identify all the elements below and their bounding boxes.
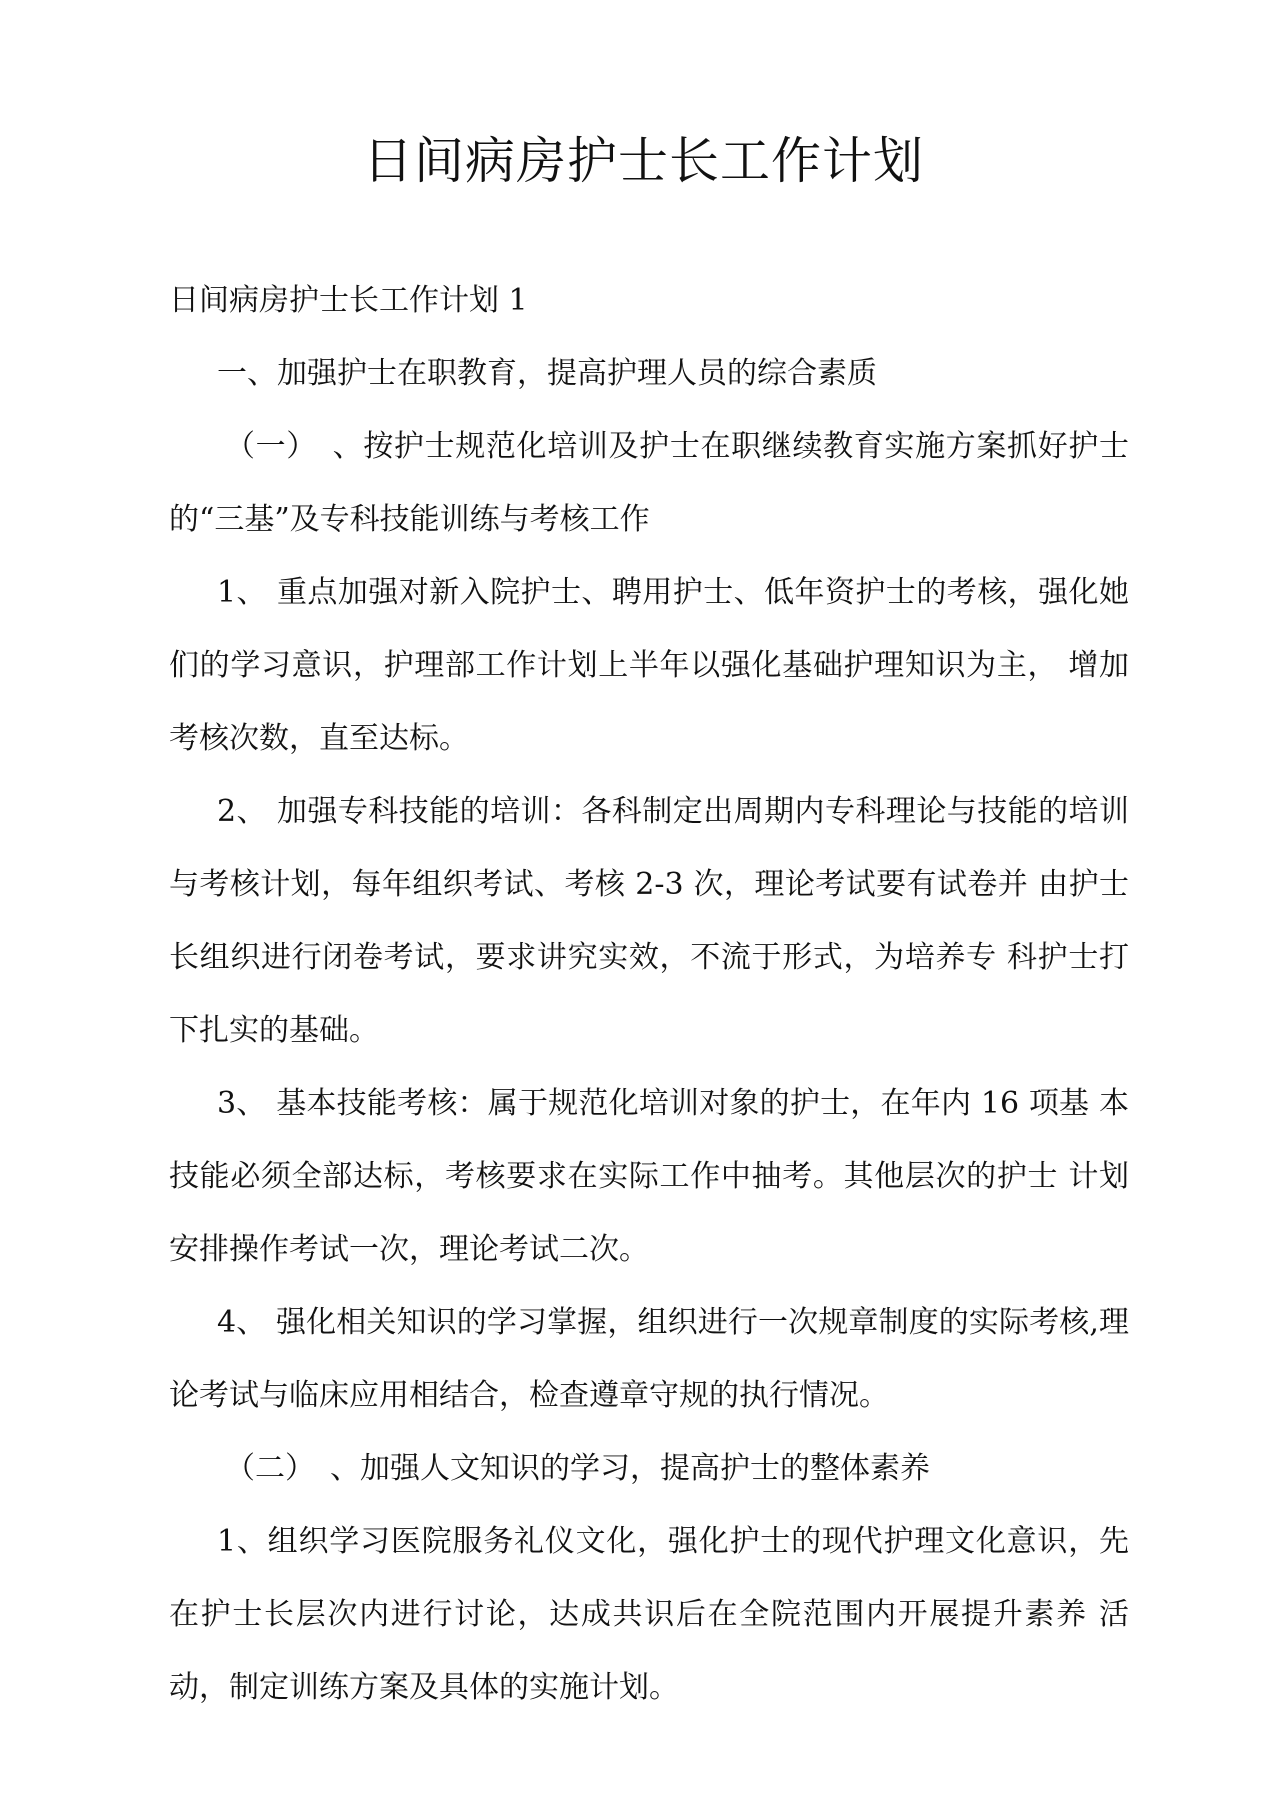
paragraph: 1、组织学习医院服务礼仪文化，强化护士的现代护理文化意识，先在护士长层次内进行讨论，达成共识后在全院范围内开展提升素养 活动，制定训练方案及具体的实施计划。 bbox=[169, 1524, 1129, 1705]
document-title: 日间病房护士长工作计划 bbox=[363, 132, 924, 190]
paragraph: 3、 基本技能考核：属于规范化培训对象的护士，在年内 16 项基 本技能必须全部达标，考核要求在实际工作中抽考。其他层次的护士 计划安排操作考试一次，理论考试二次。 bbox=[169, 1086, 1129, 1267]
paragraph: （二） 、加强人文知识的学习，提高护士的整体素养 bbox=[225, 1451, 930, 1486]
paragraph: 1、 重点加强对新入院护士、聘用护士、低年资护士的考核，强化她们的学习意识，护理部工作计划上半年以强化基础护理知识为主， 增加考核次数，直至达标。 bbox=[169, 575, 1129, 756]
section-heading: 日间病房护士长工作计划 1 bbox=[169, 283, 528, 318]
paragraph: 4、 强化相关知识的学习掌握，组织进行一次规章制度的实际考核,理论考试与临床应用相结合，检查遵章守规的执行情况。 bbox=[169, 1305, 1129, 1413]
paragraph: （一） 、按护士规范化培训及护士在职继续教育实施方案抓好护士 的“三基”及专科技能训练与考核工作 bbox=[169, 429, 1129, 537]
paragraph: 2、 加强专科技能的培训：各科制定出周期内专科理论与技能的培训与考核计划，每年组织考试、考核 2-3 次，理论考试要有试卷并 由护士长组织进行闭卷考试，要求讲究实效，不流于形式，为培养专 科护士打下扎实的基础。 bbox=[169, 794, 1129, 1048]
paragraph: 一、加强护士在职教育，提高护理人员的综合素质 bbox=[217, 356, 877, 391]
